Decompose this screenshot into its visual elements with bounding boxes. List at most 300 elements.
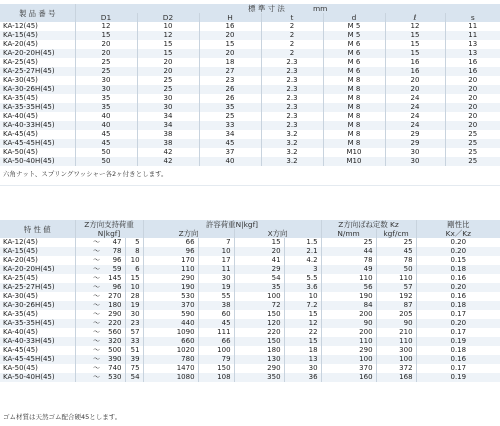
spring-kgfcm-cell: 57 [376, 283, 416, 292]
range-tilde: ～ [75, 292, 103, 301]
dimension-cell: 24 [385, 94, 445, 103]
stiffness-ratio-cell: 0.16 [416, 292, 500, 301]
spring-kgfcm-cell: 87 [376, 301, 416, 310]
dim-col-header: d [323, 13, 385, 22]
spring-nmm-cell: 84 [321, 301, 376, 310]
allow-z-kgf-cell: 150 [198, 364, 234, 373]
allow-z-n-cell: 96 [143, 247, 198, 256]
dimension-cell: 50 [75, 148, 137, 157]
table-row [0, 121, 500, 130]
dimension-cell: 13 [445, 49, 500, 58]
spring-kgfcm-cell: 192 [376, 292, 416, 301]
dimension-cell: 25 [445, 130, 500, 139]
dimension-cell: 3.2 [261, 139, 323, 148]
spring-unit-kgfcm: kgf/cm [376, 229, 416, 238]
dim-col-header: s [445, 13, 500, 22]
dimension-cell: 33 [199, 121, 261, 130]
dimension-cell: M 8 [323, 85, 385, 94]
table-row [0, 139, 500, 148]
range-tilde: ～ [75, 355, 103, 364]
z-support-kgf-cell: 10 [125, 256, 143, 265]
table2-note: ゴム材質は天然ゴム配合硬45とします。 [3, 413, 122, 421]
allow-z-kgf-cell: 30 [198, 274, 234, 283]
dimension-cell: 24 [385, 121, 445, 130]
dim-col-header: D1 [75, 13, 137, 22]
table-row [0, 319, 500, 328]
z-support-n-cell: 59 [103, 265, 125, 274]
table-row [0, 265, 500, 274]
table-row [0, 328, 500, 337]
z-support-unit-n: N [97, 229, 104, 238]
z-support-n-cell: 96 [103, 256, 125, 265]
table-row [0, 31, 500, 40]
dimension-cell: 23 [199, 76, 261, 85]
spring-kgfcm-cell: 168 [376, 373, 416, 382]
allow-z-kgf-cell: 19 [198, 283, 234, 292]
allowable-load-unit: kgf [243, 220, 256, 229]
dimension-cell: 2 [261, 40, 323, 49]
dimension-cell: 30 [385, 148, 445, 157]
dimension-cell: 38 [137, 130, 199, 139]
z-support-unit-kgf: kgf [105, 229, 118, 238]
dimension-cell: 35 [199, 103, 261, 112]
dimension-cell: 11 [445, 31, 500, 40]
dimension-cell: 27 [199, 67, 261, 76]
product-number-cell: KA-40(45) [0, 112, 75, 121]
dimension-cell: 15 [385, 49, 445, 58]
dimension-cell: 25 [75, 58, 137, 67]
range-tilde: ～ [75, 337, 103, 346]
allow-z-kgf-cell: 60 [198, 310, 234, 319]
dimension-cell: 20 [199, 49, 261, 58]
dimension-cell: M 6 [323, 67, 385, 76]
spring-nmm-cell: 160 [321, 373, 376, 382]
dimension-cell: 20 [385, 85, 445, 94]
allow-z-kgf-cell: 38 [198, 301, 234, 310]
stiffness-ratio-cell: 0.20 [416, 247, 500, 256]
range-tilde: ～ [75, 265, 103, 274]
product-number-cell: KA-50(45) [0, 148, 75, 157]
dimension-cell: M10 [323, 157, 385, 166]
table-row [0, 238, 500, 247]
product-number-cell: KA-50-40H(45) [0, 157, 75, 166]
z-support-n-cell: 78 [103, 247, 125, 256]
product-number-cell: KA-50(45) [0, 364, 75, 373]
allow-x-n-cell: 150 [234, 337, 284, 346]
dimension-cell: 2 [261, 49, 323, 58]
dimension-cell: M 6 [323, 58, 385, 67]
dim-col-header: D2 [137, 13, 199, 22]
z-support-kgf-cell: 19 [125, 301, 143, 310]
product-number-cell: KA-12(45) [0, 22, 75, 31]
dimension-cell: 25 [137, 85, 199, 94]
spring-nmm-cell: 78 [321, 256, 376, 265]
dimension-cell: M 8 [323, 121, 385, 130]
dimension-cell: 45 [75, 130, 137, 139]
product-number-cell: KA-40-33H(45) [0, 337, 75, 346]
dimension-cell: 18 [199, 58, 261, 67]
z-support-kgf-cell: 8 [125, 247, 143, 256]
allow-z-kgf-cell: 45 [198, 319, 234, 328]
dimension-cell: 24 [385, 112, 445, 121]
allow-x-kgf-cell: 36 [284, 373, 321, 382]
table-row [0, 274, 500, 283]
allow-x-kgf-cell: 18 [284, 346, 321, 355]
stiffness-ratio-cell: 0.17 [416, 364, 500, 373]
stiffness-ratio-cell: 0.17 [416, 328, 500, 337]
allow-x-kgf-cell: 1.5 [284, 238, 321, 247]
product-number-cell: KA-30-26H(45) [0, 85, 75, 94]
allow-x-n-cell: 180 [234, 346, 284, 355]
product-number-cell: KA-40-33H(45) [0, 121, 75, 130]
stiffness-ratio-cell: 0.18 [416, 301, 500, 310]
dimension-cell: 20 [75, 49, 137, 58]
allow-x-kgf-cell: 22 [284, 328, 321, 337]
dimension-cell: M 8 [323, 112, 385, 121]
spring-nmm-cell: 370 [321, 364, 376, 373]
dimension-cell: M 8 [323, 103, 385, 112]
dimension-cell: 45 [199, 139, 261, 148]
dimension-cell: 20 [199, 31, 261, 40]
dimension-cell: 20 [445, 85, 500, 94]
table-row [0, 112, 500, 121]
allow-x-kgf-cell: 15 [284, 310, 321, 319]
spring-nmm-cell: 200 [321, 328, 376, 337]
table1-note: 六角ナット、スプリングワッシャー各2ヶ付きとします。 [3, 170, 168, 178]
dimension-cell: 37 [199, 148, 261, 157]
z-support-load-header: Z方向支持荷重 [75, 220, 143, 229]
z-support-n-cell: 96 [103, 283, 125, 292]
allow-z-n-cell: 170 [143, 256, 198, 265]
allow-z-kgf-cell: 55 [198, 292, 234, 301]
range-tilde: ～ [75, 319, 103, 328]
stiffness-ratio-cell: 0.16 [416, 355, 500, 364]
allow-z-n-cell: 440 [143, 319, 198, 328]
allow-x-n-cell: 54 [234, 274, 284, 283]
product-number-cell: KA-35-35H(45) [0, 103, 75, 112]
dimension-cell: 24 [385, 103, 445, 112]
dimension-cell: 26 [199, 94, 261, 103]
table-row [0, 148, 500, 157]
dimension-cell: 40 [75, 121, 137, 130]
z-support-n-cell: 560 [103, 328, 125, 337]
product-number-cell: KA-45-45H(45) [0, 139, 75, 148]
table-row [0, 130, 500, 139]
table-row [0, 103, 500, 112]
dimension-cell: 25 [445, 148, 500, 157]
dimension-cell: 2.3 [261, 85, 323, 94]
characteristics-header: 特 性 値 [0, 220, 75, 238]
stiffness-ratio-cell: 0.18 [416, 265, 500, 274]
dimension-cell: 15 [137, 49, 199, 58]
allow-z-kgf-cell: 11 [198, 265, 234, 274]
dimension-cell: M 6 [323, 49, 385, 58]
dimension-cell: 38 [137, 139, 199, 148]
section-divider [0, 185, 500, 186]
allow-x-n-cell: 100 [234, 292, 284, 301]
table-row [0, 292, 500, 301]
table-row [0, 310, 500, 319]
z-support-kgf-cell: 23 [125, 319, 143, 328]
table-row [0, 373, 500, 382]
table-row [0, 40, 500, 49]
range-tilde: ～ [75, 310, 103, 319]
z-support-n-cell: 740 [103, 364, 125, 373]
z-support-n-cell: 270 [103, 292, 125, 301]
dimension-cell: M 6 [323, 40, 385, 49]
dimension-cell: 25 [199, 112, 261, 121]
dimension-cell: 15 [385, 40, 445, 49]
dimension-cell: 20 [445, 94, 500, 103]
allow-z-kgf-cell: 7 [198, 238, 234, 247]
z-support-n-cell: 47 [103, 238, 125, 247]
allow-z-n-cell: 1080 [143, 373, 198, 382]
z-support-kgf-cell: 57 [125, 328, 143, 337]
allow-z-n-cell: 190 [143, 283, 198, 292]
dimension-cell: 15 [199, 40, 261, 49]
dimension-cell: 16 [385, 67, 445, 76]
z-support-kgf-cell: 15 [125, 274, 143, 283]
product-number-cell: KA-30(45) [0, 76, 75, 85]
dimension-cell: 20 [445, 103, 500, 112]
dimension-cell: 16 [445, 58, 500, 67]
product-number-cell: KA-20-20H(45) [0, 49, 75, 58]
dimension-cell: 34 [199, 130, 261, 139]
allowable-z-header: Z方向 [143, 229, 234, 238]
allow-x-kgf-cell: 15 [284, 337, 321, 346]
z-support-kgf-cell: 10 [125, 283, 143, 292]
dimension-cell: 3.2 [261, 157, 323, 166]
stiffness-ratio-cell: 0.20 [416, 238, 500, 247]
allow-z-n-cell: 370 [143, 301, 198, 310]
stiffness-ratio-cell: 0.18 [416, 346, 500, 355]
product-number-cell: KA-20-20H(45) [0, 265, 75, 274]
range-tilde: ～ [75, 373, 103, 382]
allow-x-kgf-cell: 7.2 [284, 301, 321, 310]
table-row [0, 247, 500, 256]
z-support-kgf-cell: 33 [125, 337, 143, 346]
spring-nmm-cell: 44 [321, 247, 376, 256]
allow-x-kgf-cell: 13 [284, 355, 321, 364]
dimension-cell: 15 [385, 31, 445, 40]
allow-x-kgf-cell: 5.5 [284, 274, 321, 283]
dimension-cell: 25 [137, 76, 199, 85]
dimension-cell: M 8 [323, 139, 385, 148]
dims-unit: mm [312, 4, 328, 13]
product-number-cell: KA-20(45) [0, 256, 75, 265]
allow-z-kgf-cell: 108 [198, 373, 234, 382]
spring-kgfcm-cell: 210 [376, 328, 416, 337]
stiffness-ratio-cell: 0.17 [416, 310, 500, 319]
allow-z-kgf-cell: 66 [198, 337, 234, 346]
product-number-cell: KA-45(45) [0, 346, 75, 355]
table-row [0, 364, 500, 373]
allow-z-n-cell: 66 [143, 238, 198, 247]
table-row [0, 58, 500, 67]
allow-z-kgf-cell: 100 [198, 346, 234, 355]
stiffness-ratio-cell: 0.15 [416, 256, 500, 265]
dimension-cell: 2.3 [261, 58, 323, 67]
spring-kgfcm-cell: 300 [376, 346, 416, 355]
table-row [0, 157, 500, 166]
allow-x-n-cell: 29 [234, 265, 284, 274]
dimension-cell: 25 [75, 67, 137, 76]
z-support-kgf-cell: 51 [125, 346, 143, 355]
table-row [0, 256, 500, 265]
allow-x-n-cell: 220 [234, 328, 284, 337]
dimension-cell: M 8 [323, 76, 385, 85]
range-tilde: ～ [75, 283, 103, 292]
table-row [0, 76, 500, 85]
product-number-cell: KA-35(45) [0, 310, 75, 319]
range-tilde: ～ [75, 274, 103, 283]
z-support-n-cell: 390 [103, 355, 125, 364]
dimension-cell: 42 [137, 148, 199, 157]
characteristics-table [0, 220, 500, 382]
dimension-cell: 15 [75, 31, 137, 40]
spring-nmm-cell: 25 [321, 238, 376, 247]
dimension-cell: 2 [261, 31, 323, 40]
dimension-cell: 3.2 [261, 148, 323, 157]
stiffness-ratio-cell: 0.20 [416, 283, 500, 292]
stiffness-ratio-header: 剛性比 [416, 220, 500, 229]
allow-x-n-cell: 15 [234, 238, 284, 247]
allow-z-kgf-cell: 17 [198, 256, 234, 265]
dimension-cell: 40 [75, 112, 137, 121]
spring-nmm-cell: 200 [321, 310, 376, 319]
spring-nmm-cell: 290 [321, 346, 376, 355]
product-number-cell: KA-35-35H(45) [0, 319, 75, 328]
dimension-cell: 34 [137, 121, 199, 130]
dimension-cell: M 8 [323, 94, 385, 103]
allow-x-n-cell: 120 [234, 319, 284, 328]
dimension-cell: 15 [137, 40, 199, 49]
z-support-n-cell: 290 [103, 310, 125, 319]
dimension-cell: M 5 [323, 22, 385, 31]
spring-nmm-cell: 49 [321, 265, 376, 274]
dimension-cell: 29 [385, 139, 445, 148]
dimension-cell: 20 [385, 76, 445, 85]
allow-z-n-cell: 110 [143, 265, 198, 274]
dimension-cell: 20 [137, 67, 199, 76]
standard-dimensions-header [75, 4, 500, 13]
allow-x-n-cell: 35 [234, 283, 284, 292]
range-tilde: ～ [75, 328, 103, 337]
dimension-cell: 30 [75, 76, 137, 85]
dimension-cell: 30 [75, 85, 137, 94]
spring-unit-nmm: N/mm [321, 229, 376, 238]
allow-x-n-cell: 130 [234, 355, 284, 364]
dim-col-header: ℓ [385, 13, 445, 22]
dimension-cell: 34 [137, 112, 199, 121]
dimension-cell: 25 [445, 157, 500, 166]
allow-x-n-cell: 350 [234, 373, 284, 382]
dimension-cell: 10 [137, 22, 199, 31]
allow-x-n-cell: 20 [234, 247, 284, 256]
spring-nmm-cell: 100 [321, 355, 376, 364]
table-row [0, 49, 500, 58]
table-row [0, 22, 500, 31]
product-number-cell: KA-40(45) [0, 328, 75, 337]
dim-col-header: t [261, 13, 323, 22]
range-tilde: ～ [75, 364, 103, 373]
dimension-cell: 25 [445, 139, 500, 148]
dimension-cell: 2.3 [261, 112, 323, 121]
dimension-cell: 30 [137, 94, 199, 103]
allowable-load-header: 許容荷重N|kgf] [143, 220, 321, 229]
z-support-kgf-cell: 75 [125, 364, 143, 373]
allow-x-kgf-cell: 4.2 [284, 256, 321, 265]
product-number-cell: KA-45(45) [0, 130, 75, 139]
product-number-cell: KA-15(45) [0, 31, 75, 40]
allow-x-kgf-cell: 10 [284, 292, 321, 301]
allow-z-kgf-cell: 10 [198, 247, 234, 256]
product-number-cell: KA-30-26H(45) [0, 301, 75, 310]
z-support-kgf-cell: 39 [125, 355, 143, 364]
allowable-x-header: X方向 [234, 229, 321, 238]
z-support-kgf-cell: 54 [125, 373, 143, 382]
allow-z-n-cell: 530 [143, 292, 198, 301]
table-row [0, 337, 500, 346]
spring-kgfcm-cell: 50 [376, 265, 416, 274]
table-row [0, 301, 500, 310]
z-support-n-cell: 220 [103, 319, 125, 328]
z-support-kgf-cell: 6 [125, 265, 143, 274]
table-row [0, 85, 500, 94]
dimension-cell: 16 [199, 22, 261, 31]
dimension-cell: 20 [75, 40, 137, 49]
table-row [0, 94, 500, 103]
stiffness-ratio-cell: 0.19 [416, 337, 500, 346]
dimension-cell: M 5 [323, 31, 385, 40]
product-number-cell: KA-25(45) [0, 58, 75, 67]
spring-kgfcm-cell: 110 [376, 337, 416, 346]
z-support-n-cell: 145 [103, 274, 125, 283]
allow-x-n-cell: 290 [234, 364, 284, 373]
z-support-n-cell: 500 [103, 346, 125, 355]
allow-x-kgf-cell: 2.1 [284, 247, 321, 256]
spring-kgfcm-cell: 45 [376, 247, 416, 256]
table-row [0, 283, 500, 292]
dims-title: 標 準 寸 法 [248, 4, 285, 13]
table-row [0, 355, 500, 364]
dimension-cell: 3.2 [261, 130, 323, 139]
product-number-cell: KA-15(45) [0, 247, 75, 256]
z-support-kgf-cell: 30 [125, 310, 143, 319]
table-row [0, 67, 500, 76]
stiffness-ratio-sub: Kx／Kz [416, 229, 500, 238]
spring-nmm-cell: 110 [321, 274, 376, 283]
allow-x-n-cell: 72 [234, 301, 284, 310]
dimension-cell: 16 [385, 58, 445, 67]
product-number-cell: KA-25(45) [0, 274, 75, 283]
dimension-cell: 30 [385, 157, 445, 166]
product-number-cell: KA-30(45) [0, 292, 75, 301]
range-tilde: ～ [75, 238, 103, 247]
z-spring-constant-header: Z方向ばね定数 Kz [321, 220, 416, 229]
dimensions-table [0, 4, 500, 166]
stiffness-ratio-cell: 0.20 [416, 319, 500, 328]
allow-z-n-cell: 660 [143, 337, 198, 346]
spring-kgfcm-cell: 372 [376, 364, 416, 373]
z-support-n-cell: 530 [103, 373, 125, 382]
range-tilde: ～ [75, 346, 103, 355]
dimension-cell: 13 [445, 40, 500, 49]
dimension-cell: 50 [75, 157, 137, 166]
z-support-kgf-cell: 5 [125, 238, 143, 247]
dimension-cell: 35 [75, 94, 137, 103]
dimension-cell: 12 [75, 22, 137, 31]
